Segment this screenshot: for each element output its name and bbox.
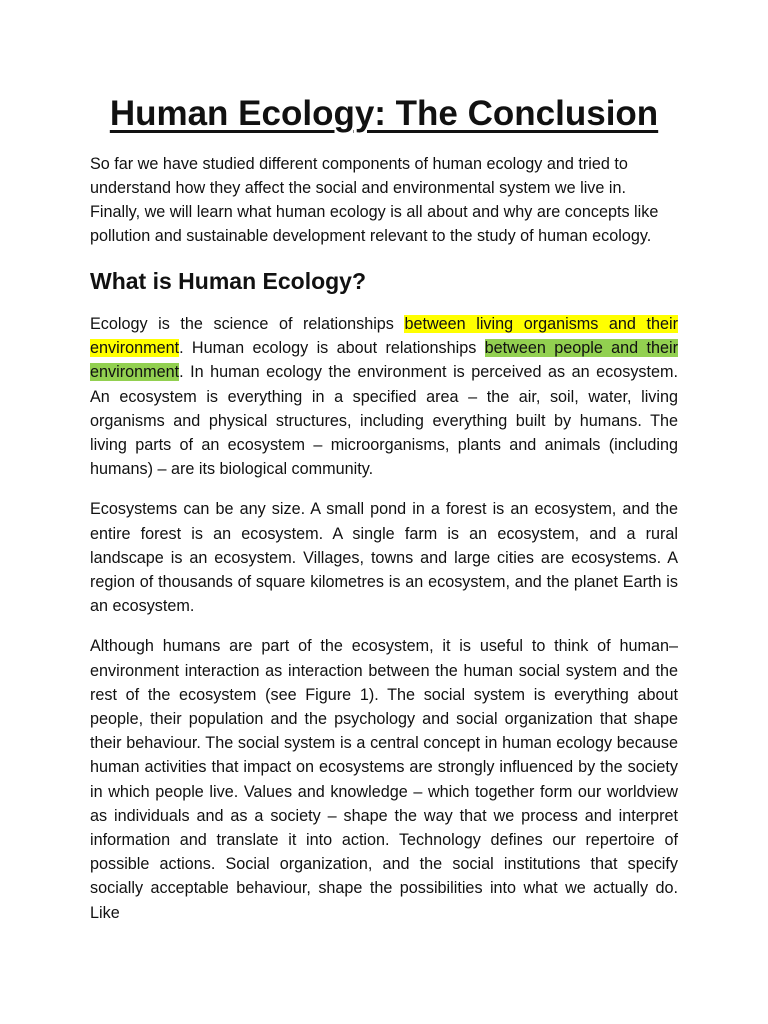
paragraph-ecology-definition	[90, 312, 678, 481]
page-title: Human Ecology: The Conclusion	[109, 94, 659, 133]
paragraph-text: Ecology is the science of relationships	[90, 315, 405, 333]
paragraph-social-system: Although humans are part of the ecosystem, it is useful to think of human–environment interaction as interaction between the human social system and the rest of the ecosystem (see Figure 1). The social system is everything about people, their population and the psychology and social organization that shape their behaviour. The social system is a central concept in human ecology because human activities that impact on ecosystems are strongly influenced by the society in which people live. Values and knowledge – which together form our worldview as individuals and as a society – shape the way that we process and interpret information and translate it into action. Technology defines our repertoire of possible actions. Social organization, and the social institutions that specify socially acceptable behaviour, shape the possibilities into what we actually do. Like	[90, 637, 678, 922]
paragraph-text: . Human ecology is about relationships	[179, 339, 485, 358]
paragraph-text: . In human ecology the environment is perceived as an ecosystem. An ecosystem is everything in a specified area – the air, soil, water, living organisms and physical structures, including everything built by humans. The living parts of an ecosystem – microorganisms, plants and animals (including humans) – are its biological community.	[90, 363, 678, 479]
intro-paragraph: So far we have studied different components of human ecology and tried to understand how they affect the social and environmental system we live in. Finally, we will learn what human ecology is all about and why are concepts like pollution and sustainable development relevant to the study of human ecology.	[90, 155, 659, 245]
section-heading: What is Human Ecology?	[90, 268, 367, 294]
paragraph-ecosystem-size: Ecosystems can be any size. A small pond in a forest is an ecosystem, and the entire forest is an ecosystem. A single farm is an ecosystem, and a rural landscape is an ecosystem. Villages, towns and large cities are ecosystems. A region of thousands of square kilometres is an ecosystem, and the planet Earth is an ecosystem.	[90, 500, 678, 616]
highlight-yellow: between living organisms and their environment	[90, 315, 678, 358]
highlight-green: between people and their environment	[90, 339, 678, 382]
